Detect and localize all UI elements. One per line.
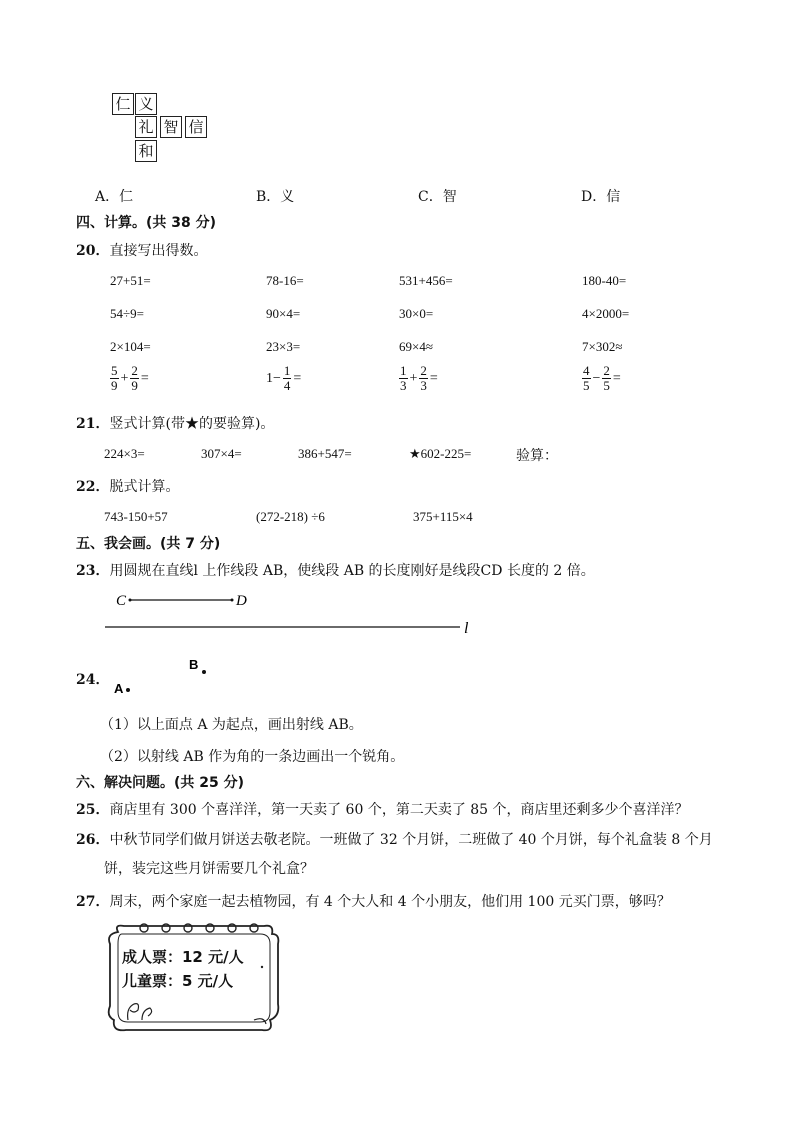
point-a [126, 688, 130, 692]
calc-item: 375+115×4 [413, 509, 473, 524]
question-number: 27． [76, 894, 110, 910]
point-label-d: D [236, 593, 247, 609]
fraction: $\frac{2}{9}$ [131, 363, 138, 393]
section-title: 四、计算。(共 38 分) [76, 215, 217, 231]
option-b[interactable]: B．义 [256, 189, 295, 205]
sub-question-1: （1）以上面点 A 为起点，画出射线 AB。 [100, 717, 363, 733]
dot-icon [261, 966, 263, 968]
fraction: $\frac{2}{3}$ [420, 363, 427, 393]
calc-item: 54÷9= [110, 306, 144, 321]
point-label-c: C [116, 593, 127, 609]
question-26-continued: 饼，装完这些月饼需要几个礼盒？ [104, 861, 314, 877]
calc-item: 90×4= [266, 306, 301, 321]
question-text: 脱式计算。 [109, 479, 180, 495]
fraction: $\frac{2}{5}$ [603, 363, 610, 393]
question-number: 24． [76, 672, 110, 688]
question-text: 周末，两个家庭一起去植物园，有 4 个大人和 4 个小朋友，他们用 100 元买门票，够吗？ [109, 894, 671, 910]
calc-item: 2×104= [110, 339, 151, 354]
operator: − [592, 370, 601, 386]
segment-figure [100, 585, 490, 645]
operator: + [120, 370, 129, 386]
question-number: 22． [76, 479, 110, 495]
question-text: 中秋节同学们做月饼送去敬老院。一班做了 32 个月饼，二班做了 40 个月饼，每个礼盒装 8 个月 [109, 832, 713, 848]
question-number: 20． [76, 243, 110, 259]
calc-item: 78-16= [266, 273, 304, 288]
puzzle-cell: 信 [185, 116, 207, 138]
calc-item: (272-218) ÷6 [256, 509, 325, 524]
fraction: $\frac{4}{5}$ [583, 363, 590, 393]
verification-label: 验算： [516, 448, 558, 464]
option-c[interactable]: C．智 [418, 189, 457, 205]
line-label-l: l [464, 620, 469, 637]
calc-item: 69×4≈ [399, 339, 433, 354]
fraction-item [582, 364, 621, 393]
section-title: 五、我会画。(共 7 分) [76, 536, 221, 552]
sub-question-2: （2）以射线 AB 作为角的一条边画出一个锐角。 [100, 749, 405, 765]
question-20 [76, 240, 207, 260]
fraction-item [266, 364, 301, 393]
question-text: 直接写出得数。 [109, 243, 208, 259]
adult-ticket-price: 成人票：12 元/人 [122, 948, 244, 966]
calc-item: 27+51= [110, 273, 151, 288]
calc-item: 7×302≈ [582, 339, 623, 354]
question-number: 25． [76, 802, 110, 818]
points-figure [106, 648, 226, 698]
equals-sign: = [429, 370, 438, 386]
calc-item: 180-40= [582, 273, 627, 288]
calc-item: 23×3= [266, 339, 301, 354]
question-27 [76, 891, 671, 911]
option-a[interactable]: A．仁 [95, 189, 134, 205]
point-label-b: B [189, 657, 199, 672]
question-text: 竖式计算(带★的要验算)。 [109, 416, 275, 432]
child-ticket-price: 儿童票：5 元/人 [122, 972, 234, 990]
fraction: $\frac{1}{3}$ [400, 363, 407, 393]
puzzle-cell: 仁 [112, 93, 134, 115]
calc-item: 386+547= [298, 446, 352, 461]
equals-sign: = [293, 370, 302, 386]
equals-sign: = [140, 370, 149, 386]
point-d [231, 599, 234, 602]
calc-item: 743-150+57 [104, 509, 168, 524]
fraction: $\frac{5}{9}$ [111, 363, 118, 393]
option-d[interactable]: D．信 [581, 189, 621, 205]
point-c [129, 599, 132, 602]
section-title: 六、解决问题。(共 25 分) [76, 775, 245, 791]
calc-item: 307×4= [201, 446, 242, 461]
question-22 [76, 476, 179, 496]
calc-item: 4×2000= [582, 306, 630, 321]
question-23 [76, 560, 595, 580]
fraction: $\frac{1}{4}$ [283, 363, 291, 393]
puzzle-cell: 智 [160, 116, 182, 138]
fraction-item [110, 364, 149, 393]
puzzle-cell: 和 [135, 140, 157, 162]
calc-item: 30×0= [399, 306, 434, 321]
operator: + [409, 370, 418, 386]
question-number: 21． [76, 416, 110, 432]
question-text: 商店里有 300 个喜洋洋，第一天卖了 60 个，第二天卖了 85 个，商店里还剩多少个喜洋洋？ [109, 802, 689, 818]
question-text: 用圆规在直线l 上作线段 AB，使线段 AB 的长度刚好是线段CD 长度的 2 倍。 [109, 563, 595, 579]
question-26 [76, 829, 713, 849]
point-label-a: A [114, 681, 124, 696]
fraction-item [399, 364, 438, 393]
whole-number: 1− [266, 370, 281, 386]
calc-item: 224×3= [104, 446, 145, 461]
question-21 [76, 413, 274, 433]
calc-item: 531+456= [399, 273, 453, 288]
point-b [202, 670, 206, 674]
question-number: 26． [76, 832, 110, 848]
question-25 [76, 799, 689, 819]
equals-sign: = [612, 370, 621, 386]
puzzle-cell: 义 [135, 93, 157, 115]
calc-item: ★602-225= [409, 446, 472, 461]
question-number: 23． [76, 563, 110, 579]
puzzle-cell: 礼 [135, 116, 157, 138]
